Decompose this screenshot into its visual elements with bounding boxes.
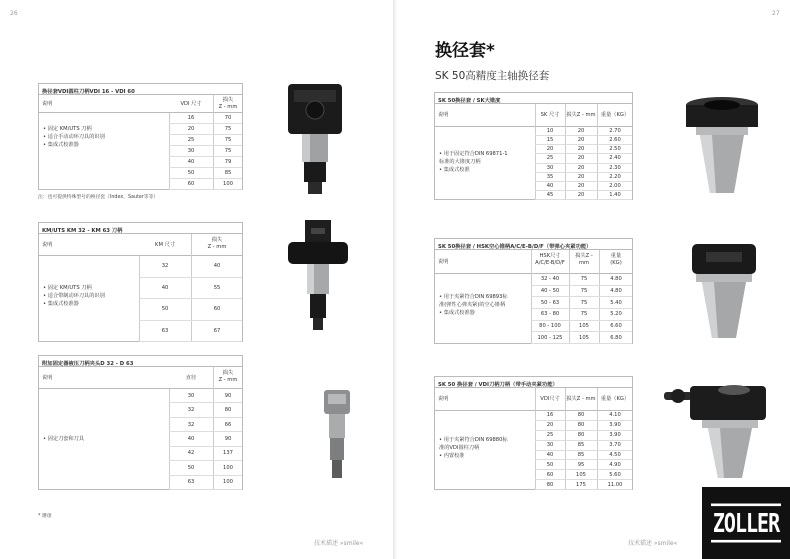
header-desc: 说明 [438, 396, 449, 402]
table-row [535, 164, 632, 173]
table-row [535, 421, 632, 431]
table-row [535, 451, 632, 461]
header-desc: 说明 [42, 101, 53, 107]
table-note: 注：也可提供特殊型号的换径套（Index、Sauter等等） [38, 195, 159, 200]
table-sk-taper [434, 92, 633, 200]
table-cell: 137 [223, 450, 233, 457]
table-cell: 3.90 [609, 422, 621, 429]
table-description [435, 437, 508, 460]
table-cell: 95 [577, 461, 585, 468]
table-cell: 45 [546, 191, 554, 198]
desc-line: • 集成式校准器 [43, 141, 79, 148]
header-desc: 说明 [42, 375, 53, 381]
table-cell: 80 - 100 [539, 322, 561, 329]
table-cell: 50 [161, 306, 169, 313]
table-cell: 2.00 [609, 182, 621, 189]
table-description [39, 436, 84, 444]
table-cell: 4.80 [610, 276, 622, 283]
table-cell: 20 [577, 191, 585, 198]
table-cell: 6.60 [610, 322, 622, 329]
table-title: KM/UTS KM 32 - KM 63 刀柄 [39, 223, 242, 234]
table-cell: 66 [224, 421, 232, 428]
table-cell: 32 [187, 421, 195, 428]
table-hydraulic-holder [38, 355, 243, 490]
table-cell: 35 [546, 173, 554, 180]
table-cell: 75 [580, 287, 588, 294]
desc-line: • 集成式校准 [439, 166, 470, 173]
header-loss: 损失Z - mm [566, 112, 596, 118]
table-row [169, 135, 242, 146]
table-cell: 20 [577, 137, 585, 144]
table-cell: 105 [579, 322, 589, 329]
table-cell: 30 [187, 148, 195, 154]
table-sk-hsk [434, 238, 633, 344]
table-description [435, 151, 508, 174]
table-description [39, 285, 105, 308]
table-rows [535, 411, 632, 490]
table-cell: 40 [161, 284, 169, 291]
desc-line: • 集成式校准器 [43, 300, 79, 307]
hydraulic-adapter-image [312, 388, 362, 483]
table-cell: 85 [224, 170, 232, 176]
page-number-left: 26 [10, 10, 18, 17]
table-cell: 32 [161, 263, 169, 270]
table-row [531, 286, 632, 298]
table-row [169, 447, 242, 461]
table-row [535, 127, 632, 136]
table-row [531, 332, 632, 344]
desc-line: • 适合带制动环刀具的识别 [43, 292, 105, 299]
table-cell: 75 [224, 126, 232, 132]
table-cell: 4.10 [609, 412, 621, 419]
table-cell: 40 [187, 159, 195, 165]
desc-line: 准(弹性心弹夹紧)的空心锥柄 [439, 301, 506, 308]
header-size: VDI 尺寸 [180, 101, 202, 107]
table-cell: 40 [546, 451, 554, 458]
table-row [531, 274, 632, 286]
desc-line: • 用于夹紧符合DIN 69880标 [439, 437, 508, 443]
table-cell: 2.70 [609, 128, 621, 135]
table-cell: 2.30 [609, 164, 621, 171]
table-cell: 75 [580, 276, 588, 283]
table-cell: 16 [187, 115, 195, 121]
header-size: KM 尺寸 [155, 242, 175, 248]
table-cell: 30 [546, 442, 554, 449]
table-vdi-holder [38, 83, 243, 190]
table-row [535, 460, 632, 470]
table-row [169, 476, 242, 490]
table-cell: 2.20 [609, 173, 621, 180]
desc-line: • 用于夹紧符合DIN 69893标 [439, 294, 508, 300]
table-row [139, 256, 242, 278]
table-header [39, 95, 242, 113]
table-cell: 80 [577, 412, 585, 419]
table-cell: 20 [577, 164, 585, 171]
footer-left: 技术描述 »smile« [314, 540, 364, 547]
table-cell: 5.40 [610, 299, 622, 306]
table-cell: 30 [187, 392, 195, 399]
table-row [531, 321, 632, 333]
table-title: 附加固定器液压刀柄夹头D 32 - D 63 [39, 356, 242, 367]
table-row [531, 297, 632, 309]
table-title: SK 50换径套 / HSK空心锥柄A/C/E-B/D/F（带弹心夹紧功能） [435, 239, 632, 250]
km-adapter-image [283, 218, 353, 338]
table-description [39, 126, 105, 149]
page-title: 换径套* [435, 41, 495, 61]
table-cell: 79 [224, 159, 232, 165]
header-size: 直径 [185, 375, 197, 381]
desc-line: • 用于固定符合DIN 69871-1 [439, 151, 508, 157]
table-row [535, 191, 632, 200]
table-cell: 105 [576, 471, 586, 478]
header-desc: 说明 [438, 259, 449, 265]
table-row [535, 470, 632, 480]
table-row [535, 173, 632, 182]
table-cell: 63 [161, 327, 169, 334]
table-cell: 42 [187, 450, 195, 457]
desc-line: 标准的大锥度刀柄 [439, 158, 481, 165]
table-row [169, 168, 242, 179]
table-cell: 75 [224, 137, 232, 143]
table-cell: 2.60 [609, 137, 621, 144]
table-cell: 4.80 [610, 287, 622, 294]
table-cell: 100 [223, 464, 233, 471]
table-cell: 40 [213, 263, 221, 270]
table-cell: 32 [187, 407, 195, 414]
table-cell: 80 [577, 422, 585, 429]
table-cell: 67 [213, 327, 221, 334]
table-cell: 63 - 80 [540, 311, 560, 318]
table-cell: 85 [577, 442, 585, 449]
table-cell: 15 [546, 137, 554, 144]
table-cell: 105 [579, 334, 589, 341]
table-row [169, 418, 242, 432]
sk-taper-adapter-image [682, 95, 762, 200]
table-rows [535, 127, 632, 200]
table-row [139, 321, 242, 343]
page-number-right: 27 [772, 10, 780, 17]
table-row [535, 145, 632, 154]
table-cell: 20 [577, 182, 585, 189]
desc-line: • 集成式校准器 [439, 309, 475, 316]
table-cell: 50 [187, 464, 195, 471]
table-cell: 2.50 [609, 146, 621, 153]
header-loss: 损失 Z - mm [207, 237, 227, 250]
header-desc: 说明 [438, 112, 449, 118]
header-loss: 损失 Z - mm [218, 97, 238, 110]
table-sk-vdi [434, 376, 633, 490]
table-km-holder [38, 222, 243, 342]
table-rows [169, 389, 242, 490]
table-cell: 55 [213, 284, 221, 291]
header-size: HSK尺寸 A/C/E-B/D/F [535, 253, 565, 266]
table-cell: 100 [223, 479, 233, 486]
table-title: SK 50 换径套 / VDI刀柄刀柄（带手动夹紧功能） [435, 377, 632, 388]
header-loss: 损失Z - mm [566, 396, 596, 402]
table-cell: 16 [546, 412, 554, 419]
table-cell: 11.00 [607, 481, 623, 488]
table-cell: 10 [546, 128, 554, 135]
table-cell: 4.50 [609, 451, 621, 458]
table-cell: 63 [187, 479, 195, 486]
table-cell: 50 [187, 170, 195, 176]
table-cell: 50 - 63 [540, 299, 560, 306]
table-row [169, 461, 242, 475]
table-cell: 75 [580, 299, 588, 306]
table-cell: 75 [224, 148, 232, 154]
vdi-adapter-image [280, 82, 350, 202]
desc-line: • 适合手动动环刀具的识别 [43, 133, 105, 140]
table-cell: 20 [577, 173, 585, 180]
table-cell: 3.90 [609, 432, 621, 439]
zoller-logo [702, 487, 790, 559]
table-row [169, 124, 242, 135]
header-loss: 损失 Z - mm [218, 370, 238, 383]
table-row [169, 146, 242, 157]
table-row [169, 389, 242, 403]
table-cell: 80 [577, 432, 585, 439]
table-header [39, 234, 242, 256]
table-header [435, 388, 632, 411]
table-cell: 40 [546, 182, 554, 189]
desc-line: • 固定 KM/UTS 刀柄 [43, 126, 92, 132]
table-title: 换径套VDI圆柱刀柄VDI 16 - VDI 60 [39, 84, 242, 95]
table-cell: 25 [546, 432, 554, 439]
table-cell: 20 [187, 126, 195, 132]
table-cell: 25 [546, 155, 554, 162]
table-cell: 60 [187, 181, 195, 187]
table-row [169, 157, 242, 168]
header-weight: 重量（KG） [600, 112, 630, 118]
table-cell: 5.20 [610, 311, 622, 318]
header-weight: 重量（KG） [600, 396, 630, 402]
left-page [0, 0, 394, 559]
table-row [535, 154, 632, 163]
table-row [535, 441, 632, 451]
table-cell: 20 [577, 155, 585, 162]
footnote: * 選項 [38, 514, 52, 519]
table-cell: 80 [224, 407, 232, 414]
table-cell: 40 [187, 435, 195, 442]
page-subtitle: SK 50高精度主轴换径套 [435, 70, 550, 82]
table-row [535, 136, 632, 145]
table-cell: 32 - 40 [540, 276, 560, 283]
table-row [169, 403, 242, 417]
desc-line: • 内置校准 [439, 452, 465, 459]
table-cell: 20 [577, 146, 585, 153]
table-cell: 85 [577, 451, 585, 458]
table-cell: 80 [546, 481, 554, 488]
table-row [531, 309, 632, 321]
table-cell: 90 [224, 435, 232, 442]
table-row [169, 179, 242, 190]
desc-line: • 固定刀套和刀具 [43, 436, 85, 442]
table-cell: 175 [576, 481, 586, 488]
table-header [435, 250, 632, 274]
sk-hsk-adapter-image [684, 238, 764, 343]
table-cell: 3.70 [609, 442, 621, 449]
header-size: SK 尺寸 [540, 112, 560, 118]
header-loss: 损失Z - mm [575, 253, 593, 266]
table-cell: 100 [223, 181, 233, 187]
table-cell: 90 [224, 392, 232, 399]
table-row [535, 411, 632, 421]
desc-line: • 固定 KM/UTS 刀柄 [43, 285, 92, 291]
table-cell: 100 - 125 [537, 334, 563, 341]
table-cell: 30 [546, 164, 554, 171]
table-header [435, 104, 632, 127]
table-rows [169, 113, 242, 190]
table-row [535, 431, 632, 441]
table-row [139, 278, 242, 300]
table-cell: 4.90 [609, 461, 621, 468]
sk-vdi-adapter-image [662, 378, 772, 483]
table-cell: 2.40 [609, 155, 621, 162]
table-row [169, 113, 242, 124]
table-cell: 50 [546, 461, 554, 468]
table-cell: 70 [224, 115, 232, 121]
table-cell: 20 [546, 146, 554, 153]
table-row [169, 432, 242, 446]
table-row [535, 480, 632, 490]
table-cell: 5.60 [609, 471, 621, 478]
table-cell: 20 [577, 128, 585, 135]
table-rows [139, 256, 242, 342]
table-cell: 25 [187, 137, 195, 143]
table-cell: 1.40 [609, 191, 621, 198]
table-title: SK 50换径套 / SK大锥度 [435, 93, 632, 104]
table-row [139, 299, 242, 321]
header-weight: 重量 (KG) [610, 253, 622, 266]
table-cell: 20 [546, 422, 554, 429]
table-header [39, 367, 242, 389]
table-cell: 60 [546, 471, 554, 478]
header-desc: 说明 [42, 242, 53, 248]
table-row [535, 182, 632, 191]
table-cell: 6.80 [610, 334, 622, 341]
desc-line: 准的VDI圆柱刀柄 [439, 444, 480, 451]
table-cell: 60 [213, 306, 221, 313]
header-size: VDI尺寸 [540, 396, 560, 402]
footer-right: 技术描述 »smile« [628, 540, 678, 547]
table-description [435, 294, 508, 317]
table-cell: 75 [580, 311, 588, 318]
logo-text: ZOLLER [711, 504, 781, 543]
table-cell: 40 - 50 [540, 287, 560, 294]
table-rows [531, 274, 632, 344]
